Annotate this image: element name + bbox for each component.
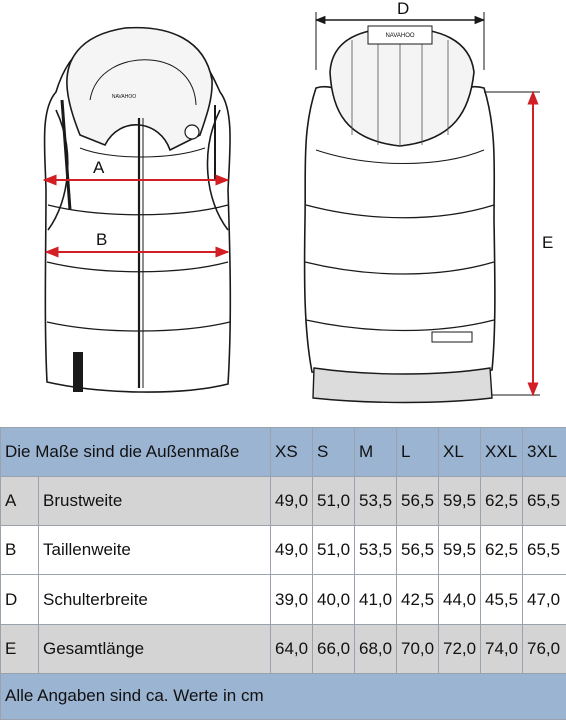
value-cell: 49,0 bbox=[271, 526, 313, 575]
value-cell: 51,0 bbox=[313, 477, 355, 526]
size-header: S bbox=[313, 428, 355, 477]
vest-front-view bbox=[44, 28, 230, 392]
front-brand-logo: NAVAHOO bbox=[111, 94, 137, 100]
size-header: M bbox=[355, 428, 397, 477]
size-header: L bbox=[397, 428, 439, 477]
value-cell: 44,0 bbox=[439, 575, 481, 624]
label-a: A bbox=[93, 158, 105, 177]
label-b: B bbox=[96, 230, 108, 249]
row-key: E bbox=[1, 624, 39, 673]
value-cell: 76,0 bbox=[523, 624, 566, 673]
row-name: Gesamtlänge bbox=[39, 624, 271, 673]
value-cell: 56,5 bbox=[397, 526, 439, 575]
value-cell: 66,0 bbox=[313, 624, 355, 673]
value-cell: 45,5 bbox=[481, 575, 523, 624]
value-cell: 41,0 bbox=[355, 575, 397, 624]
size-header: XL bbox=[439, 428, 481, 477]
value-cell: 74,0 bbox=[481, 624, 523, 673]
row-key: A bbox=[1, 477, 39, 526]
table-row bbox=[1, 575, 566, 624]
row-name: Brustweite bbox=[39, 477, 271, 526]
value-cell: 47,0 bbox=[523, 575, 566, 624]
row-name: Taillenweite bbox=[39, 526, 271, 575]
size-table bbox=[0, 427, 566, 720]
table-footer-row bbox=[1, 673, 566, 719]
table-footnote: Alle Angaben sind ca. Werte in cm bbox=[1, 673, 566, 719]
value-cell: 59,5 bbox=[439, 477, 481, 526]
size-header: XXL bbox=[481, 428, 523, 477]
table-header-row bbox=[1, 428, 566, 477]
table-row bbox=[1, 624, 566, 673]
table-title: Die Maße sind die Außenmaße bbox=[1, 428, 271, 477]
value-cell: 65,5 bbox=[523, 526, 566, 575]
value-cell: 49,0 bbox=[271, 477, 313, 526]
value-cell: 68,0 bbox=[355, 624, 397, 673]
value-cell: 62,5 bbox=[481, 526, 523, 575]
value-cell: 59,5 bbox=[439, 526, 481, 575]
back-hood-tag: NAVAHOO bbox=[385, 33, 415, 39]
value-cell: 65,5 bbox=[523, 477, 566, 526]
value-cell: 40,0 bbox=[313, 575, 355, 624]
table-row bbox=[1, 526, 566, 575]
row-key: D bbox=[1, 575, 39, 624]
table-row bbox=[1, 477, 566, 526]
value-cell: 70,0 bbox=[397, 624, 439, 673]
value-cell: 53,5 bbox=[355, 477, 397, 526]
value-cell: 42,5 bbox=[397, 575, 439, 624]
row-name: Schulterbreite bbox=[39, 575, 271, 624]
value-cell: 39,0 bbox=[271, 575, 313, 624]
size-header: XS bbox=[271, 428, 313, 477]
row-key: B bbox=[1, 526, 39, 575]
value-cell: 56,5 bbox=[397, 477, 439, 526]
value-cell: 51,0 bbox=[313, 526, 355, 575]
value-cell: 64,0 bbox=[271, 624, 313, 673]
value-cell: 53,5 bbox=[355, 526, 397, 575]
size-header: 3XL bbox=[523, 428, 566, 477]
label-e: E bbox=[542, 233, 554, 252]
vest-back-view bbox=[305, 26, 495, 403]
value-cell: 62,5 bbox=[481, 477, 523, 526]
value-cell: 72,0 bbox=[439, 624, 481, 673]
label-d: D bbox=[397, 0, 410, 18]
